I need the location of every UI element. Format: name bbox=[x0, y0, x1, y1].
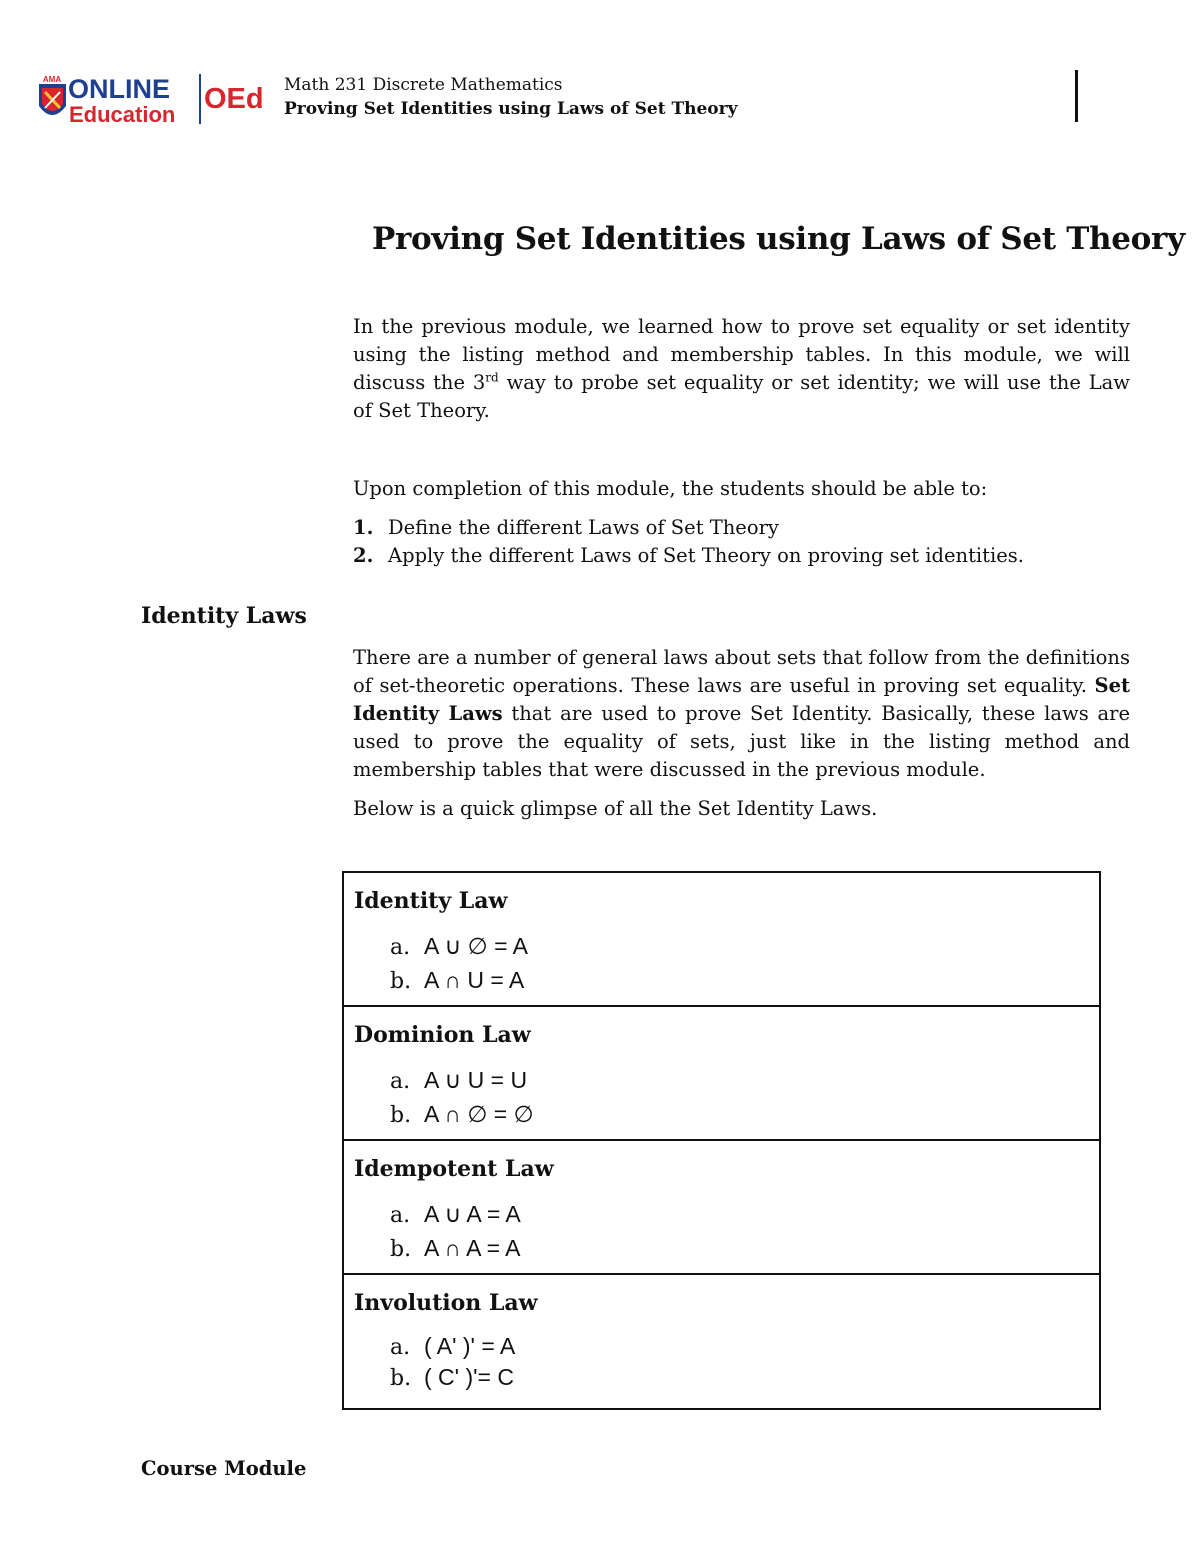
law-item: a. A ∪ ∅ = A bbox=[390, 933, 529, 960]
objective-item: 2. Apply the different Laws of Set Theory on proving set identities. bbox=[353, 544, 1024, 567]
law-cell-dominion bbox=[344, 1007, 1099, 1141]
objective-item: 1. Define the different Laws of Set Theory bbox=[353, 516, 779, 539]
law-item: a. ( A' )' = A bbox=[390, 1333, 516, 1360]
law-title: Identity Law bbox=[354, 888, 508, 914]
law-item: a. A ∪ A = A bbox=[390, 1201, 521, 1228]
law-cell-involution bbox=[344, 1275, 1099, 1408]
svg-text:OEd: OEd bbox=[204, 83, 264, 115]
law-item: b. A ∩ U = A bbox=[390, 967, 525, 994]
header-module-title: Proving Set Identities using Laws of Set Theory bbox=[284, 99, 738, 119]
header-course-title: Math 231 Discrete Mathematics bbox=[284, 75, 563, 95]
glimpse-sentence: Below is a quick glimpse of all the Set Identity Laws. bbox=[353, 797, 878, 820]
laws-paragraph: There are a number of general laws about sets that follow from the definitions of set-theoretic operations. These laws are useful in proving set equality. Set Identity Laws that are used to prove Set Identity. Basically, these laws are used to prove the equality of sets, just like in the listing method and membership tables that were discussed in the previous module. bbox=[353, 646, 1130, 781]
online-education-logo bbox=[36, 72, 271, 128]
svg-text:Education: Education bbox=[69, 102, 176, 127]
school-seal-icon bbox=[39, 75, 66, 115]
laws-table bbox=[342, 871, 1101, 1410]
svg-text:AMA: AMA bbox=[42, 75, 62, 84]
set-identity-laws-term: Set Identity Laws bbox=[353, 674, 1130, 725]
law-item: b. A ∩ A = A bbox=[390, 1235, 521, 1262]
header-divider bbox=[1075, 70, 1078, 122]
law-title: Idempotent Law bbox=[354, 1156, 554, 1182]
law-item: a. A ∪ U = U bbox=[390, 1067, 528, 1094]
page-title: Proving Set Identities using Laws of Set Theory bbox=[372, 221, 1185, 257]
law-item: b. A ∩ ∅ = ∅ bbox=[390, 1101, 534, 1128]
svg-text:ONLINE: ONLINE bbox=[68, 74, 171, 104]
law-cell-idempotent bbox=[344, 1141, 1099, 1275]
superscript-rd: rd bbox=[485, 370, 499, 385]
intro-paragraph: In the previous module, we learned how to prove set equality or set identity using the listing method and membership tables. In this module, we will discuss the 3rd way to probe set equality or set identity; we will use the Law of Set Theory. bbox=[353, 315, 1131, 422]
law-title: Dominion Law bbox=[354, 1022, 531, 1048]
law-title: Involution Law bbox=[354, 1290, 538, 1316]
law-cell-identity bbox=[344, 873, 1099, 1007]
footer-course-module: Course Module bbox=[141, 1457, 307, 1480]
section-heading: Identity Laws bbox=[141, 603, 307, 629]
objectives-lead: Upon completion of this module, the students should be able to: bbox=[353, 477, 988, 500]
law-item: b. ( C' )'= C bbox=[390, 1364, 514, 1391]
